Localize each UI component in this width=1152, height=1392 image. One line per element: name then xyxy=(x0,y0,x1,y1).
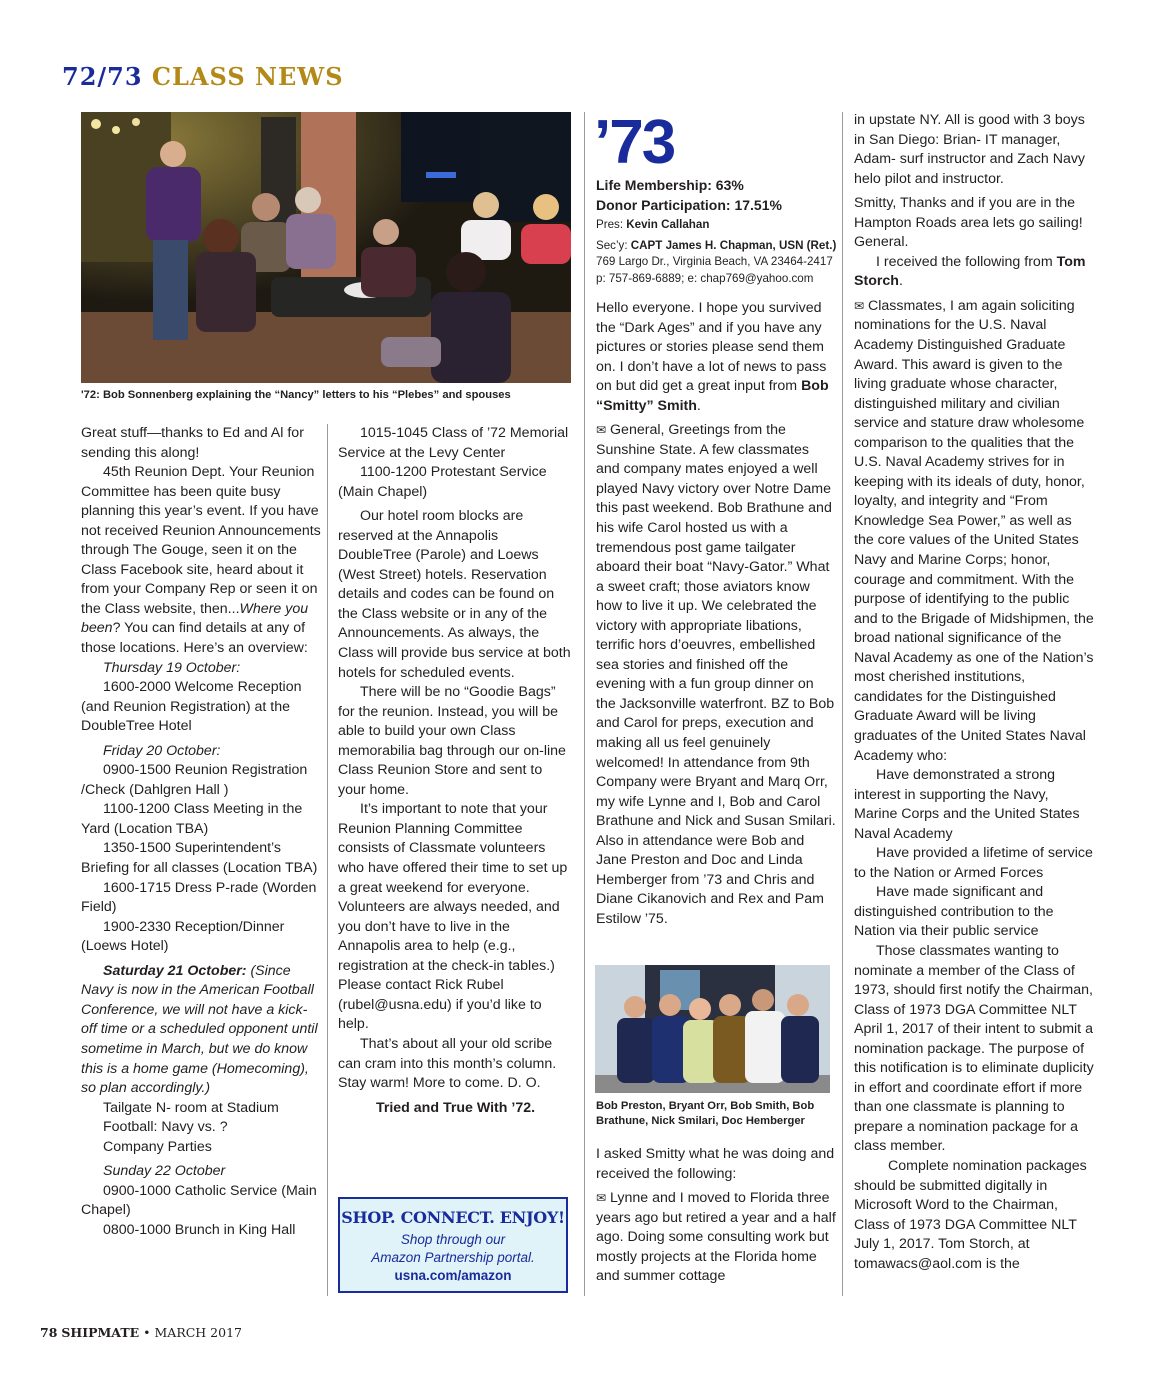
schedule-item: 0800-1000 Brunch in King Hall xyxy=(103,1221,296,1238)
issue-date: MARCH 2017 xyxy=(154,1325,242,1340)
paragraph: Those classmates wanting to nominate a member of the Class of 1973, should first notify the Chairman, Class of 1973 DGA Committee NLT April 1, 2017 of their intent to submit a nomination package. The purpose of this notification is to eliminate duplicity in effort and coordinate effort if more than one classmate is planning to prepare a nomination package for a class member. xyxy=(854,942,1094,1155)
column-divider xyxy=(584,112,585,1296)
page-number: 78 xyxy=(40,1325,58,1340)
ad-link[interactable]: usna.com/amazon xyxy=(394,1268,512,1283)
paragraph: Complete nomination packages should be submitted digitally in Microsoft Word to the Chairman, Class of 1973 DGA Committee NLT July 1, 2017. Tom Storch, at tomawacs@aol.com is the xyxy=(854,1157,1087,1272)
ad-line: Amazon Partnership portal. xyxy=(371,1250,535,1265)
paragraph: Our hotel room blocks are reserved at the Annapolis DoubleTree (Parole) and Loews (West Street) hotels. Reservation details and codes can be found on the Class website or in any of the Announcements. As always, the Class will provide bus service at both hotels for scheduled events. xyxy=(338,508,571,681)
schedule-day: Friday 20 October: xyxy=(103,742,221,759)
column-3 xyxy=(596,299,836,930)
president: Pres: Kevin Callahan xyxy=(596,218,710,231)
photo-caption: Bob Preston, Bryant Orr, Bob Smith, Bob Brathune, Nick Smilari, Doc Hemberger xyxy=(596,1100,815,1127)
ad-title: SHOP. CONNECT. ENJOY! xyxy=(341,1208,565,1227)
paragraph: I received the following from Tom Storch. xyxy=(854,253,1086,290)
schedule-day: Sunday 22 October xyxy=(103,1163,226,1180)
paragraph: Smitty, Thanks and if you are in the Hampton Roads area lets go sailing! General. xyxy=(854,195,1083,251)
secretary: Sec’y: CAPT James H. Chapman, USN (Ret.) xyxy=(596,238,837,252)
schedule-item: 1600-1715 Dress P-rade (Worden Field) xyxy=(81,879,317,916)
schedule-item: 1100-1200 Protestant Service (Main Chapel) xyxy=(338,464,547,500)
schedule-item: 1100-1200 Class Meeting in the Yard (Location TBA) xyxy=(81,801,303,837)
letter-paragraph: ✉ Lynne and I moved to Florida three years ago but retired a year and a half ago. Doing some consulting work but mostly projects at the Florida home and summer cottage xyxy=(596,1190,836,1285)
column-2 xyxy=(338,424,573,1118)
schedule-item: Football: Navy vs. ? xyxy=(103,1119,228,1136)
letter-paragraph: ✉ Classmates, I am again soliciting nominations for the U.S. Naval Academy Distinguished Graduate Award. This award is given to the living graduate whose character, distinguished military and civilian service and stature draw wholesome comparison to the qualities that the U.S. Naval Academy strives for in keeping with its ideals of duty, honor, loyalty, and integrity and “From Knowledge Sea Power,” as well as the core values of the United States Navy and Marine Corps; honor, courage and commitment. With the purpose of identifying to the public and to the Brigade of Midshipmen, the broad national significance of the Naval Academy as one of the Nation’s most cherished institutions, candidates for the Distinguished Graduate Award will be living graduates of the United States Naval Academy who: xyxy=(854,297,1094,764)
envelope-icon: ✉ xyxy=(854,298,865,313)
schedule-item: 1350-1500 Superintendent’s Briefing for all classes (Location TBA) xyxy=(81,840,318,877)
paragraph: 45th Reunion Dept. Your Reunion Committee has been quite busy planning this year’s event. If you have not received Reunion Announcements through The Gouge, seen it on the Class Facebook site, heard about it from your Company Rep or seen it on the Class website, then...Where you been? You can find details at any of those locations. Here’s an overview: xyxy=(81,464,321,657)
publication-name: SHIPMATE xyxy=(61,1325,140,1340)
column-divider xyxy=(842,112,843,1296)
paragraph: Great stuff—thanks to Ed and Al for sending this along! xyxy=(81,425,304,461)
schedule-item: Tailgate N- room at Stadium xyxy=(103,1099,279,1116)
ad-line: Shop through our xyxy=(400,1232,506,1247)
schedule-item: 1900-2330 Reception/Dinner (Loews Hotel) xyxy=(81,918,285,955)
column-4 xyxy=(854,111,1094,1274)
envelope-icon: ✉ xyxy=(596,423,607,438)
paragraph: I asked Smitty what he was doing and received the following: xyxy=(596,1146,835,1182)
sign-off: Tried and True With ’72. xyxy=(375,1099,536,1116)
life-membership: Life Membership: 63% xyxy=(596,177,744,193)
secretary-contact: p: 757-869-6889; e: chap769@yahoo.com xyxy=(596,271,814,285)
column-divider xyxy=(327,424,328,1296)
envelope-icon: ✉ xyxy=(596,1191,607,1206)
schedule-item: 1015-1045 Class of ’72 Memorial Service at the Levy Center xyxy=(338,425,569,461)
paragraph: in upstate NY. All is good with 3 boys in San Diego: Brian- IT manager, Adam- surf instructor and Zach Navy helo pilot and instructor. xyxy=(854,112,1086,187)
reunion-photo xyxy=(81,112,571,383)
criteria-item: Have demonstrated a strong interest in supporting the Navy, Marine Corps and the United States Naval Academy xyxy=(854,767,1080,842)
footer-separator: • xyxy=(143,1325,151,1340)
criteria-item: Have provided a lifetime of service to the Nation or Armed Forces xyxy=(854,845,1093,881)
schedule-item: 1600-2000 Welcome Reception (and Reunion Registration) at the DoubleTree Hotel xyxy=(81,679,302,735)
class-officers xyxy=(596,217,836,287)
section-title: CLASS NEWS xyxy=(151,62,344,91)
secretary-address: 769 Largo Dr., Virginia Beach, VA 23464-2417 xyxy=(596,255,833,268)
donor-participation: Donor Participation: 17.51% xyxy=(596,197,782,213)
photo-caption: '72: Bob Sonnenberg explaining the “Nancy” letters to his “Plebes” and spouses xyxy=(81,389,511,401)
schedule-item: 0900-1500 Reunion Registration /Check (Dahlgren Hall ) xyxy=(81,762,308,798)
schedule-item: Company Parties xyxy=(103,1138,212,1155)
criteria-item: Have made significant and distinguished contribution to the Nation via their public service xyxy=(854,884,1054,940)
class-year-heading: ’73 xyxy=(594,108,675,177)
paragraph: That’s about all your old scribe can cram into this month’s column. Stay warm! More to come. D. O. xyxy=(338,1035,557,1092)
page-footer xyxy=(40,1325,242,1340)
schedule-day: Thursday 19 October: xyxy=(103,659,241,676)
paragraph: Hello everyone. I hope you survived the “Dark Ages” and if you have any pictures or stories please send them on. I don’t have a lot of news to pass on but did get a great input from Bob “Smitty” Smith. xyxy=(596,300,829,414)
column-1 xyxy=(81,424,321,1240)
amazon-ad[interactable] xyxy=(338,1197,568,1293)
class-numbers: 72/73 xyxy=(62,62,143,91)
column-3-continued xyxy=(596,1145,836,1287)
schedule-day-note: Saturday 21 October: (Since Navy is now in the American Football Conference, we will not have a kick-off time or a scheduled opponent until sometime in March, but we do know this is a home game (Homecoming), so plan accordingly.) xyxy=(81,962,318,1097)
letter-paragraph: ✉ General, Greetings from the Sunshine State. A few classmates and company mates enjoyed a well played Navy victory over Notre Dame this past weekend. Bob Brathune and his wife Carol hosted us with a tremendous post game tailgater aboard their boat “Navy-Gator.” What a sweet craft; those aviators know how to live it up. We celebrated the victory with appropriate libations, terrific hors d’oeuvres, embellished sea stories and finished off the evening with a fun group dinner on the Jacksonville waterfront. BZ to Bob and Carol for preps, execution and making all us feel genuinely welcomed! In attendance from 9th Company were Bryant and Marq Orr, my wife Lynne and I, Bob and Carol Brathune and Nick and Susan Smilari. Also in attendance were Bob and Jane Preston and Doc and Linda Hemberger from ’73 and Chris and Diane Cikanovich and Rex and Pam Estilow ’75. xyxy=(596,422,836,927)
schedule-item: 0900-1000 Catholic Service (Main Chapel) xyxy=(81,1182,317,1219)
class-stats xyxy=(596,175,782,215)
paragraph: There will be no “Goodie Bags” for the reunion. Instead, you will be able to build your own Class memorabilia bag through our on-line Class Reunion Store and sent to your home. xyxy=(338,684,566,798)
group-photo xyxy=(595,965,830,1093)
paragraph: It’s important to note that your Reunion Planning Committee consists of Classmate volunteers who have offered their time to set up a great weekend for everyone. Volunteers are always needed, and you don’t have to live in the Annapolis area to help (e.g., registration at the check-in tables.) Please contact Rick Rubel (rubel@usna.edu) if you’d like to help. xyxy=(338,801,568,1033)
section-header xyxy=(62,62,344,91)
